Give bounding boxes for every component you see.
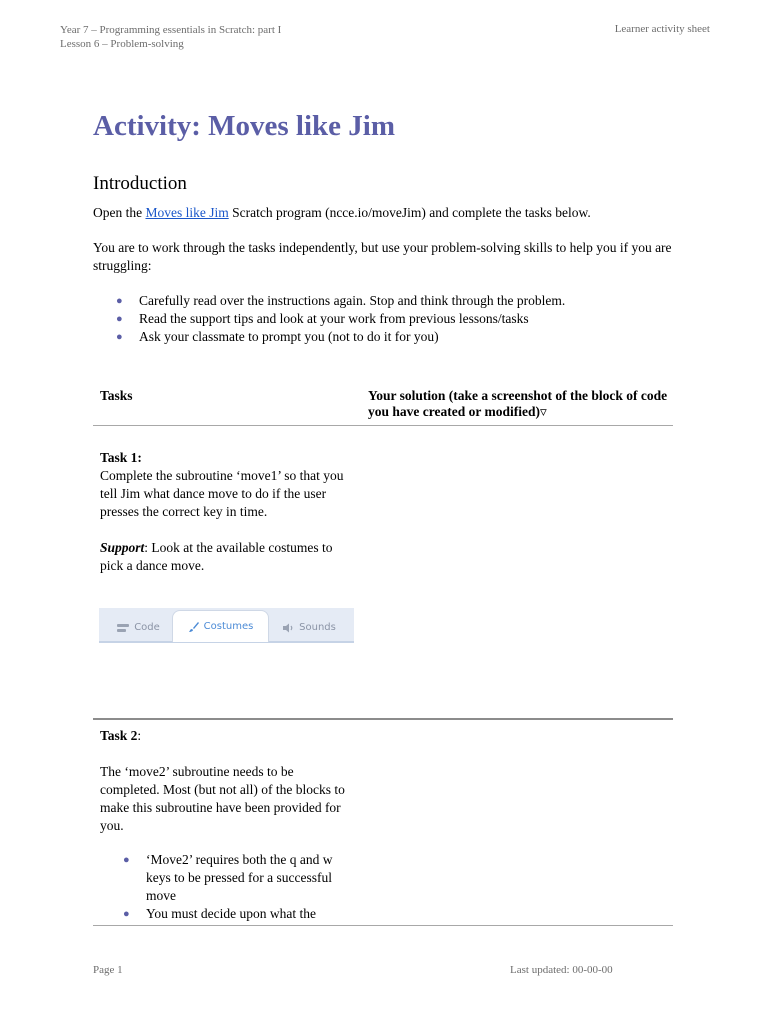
header-sheet-type: Learner activity sheet	[614, 23, 710, 35]
task-2-text: The ‘move2’ subroutine needs to be completed. Most (but not all) of the blocks to make this subroutine have been provided for you.	[100, 764, 345, 833]
header-course: Year 7 – Programming essentials in Scratch: part I	[60, 24, 282, 36]
list-item-text: Carefully read over the instructions again. Stop and think through the problem.	[139, 293, 566, 308]
bullet-icon: ●	[123, 854, 130, 866]
list-item	[93, 310, 565, 328]
brush-icon	[188, 621, 200, 633]
intro-heading: Introduction	[93, 173, 187, 194]
task-1-support	[100, 539, 350, 575]
task-table-header	[93, 386, 673, 426]
page-number: Page 1	[93, 964, 123, 976]
speaker-icon	[282, 623, 295, 633]
header-lesson: Lesson 6 – Problem-solving	[60, 38, 184, 50]
code-icon	[116, 623, 130, 633]
support-text: : Look at the available costumes to pick a dance move.	[100, 540, 333, 573]
solution-column-header: Your solution (take a screenshot of the block of code you have created or modified)▿	[368, 388, 668, 419]
moves-like-jim-link[interactable]: Moves like Jim	[145, 205, 229, 220]
task-2-label: Task 2	[100, 728, 138, 743]
tab-sounds	[269, 614, 349, 641]
last-updated: Last updated: 00-00-00	[510, 964, 613, 976]
list-item	[100, 905, 350, 923]
list-item-text: Read the support tips and look at your work from previous lessons/tasks	[139, 311, 529, 326]
task-1-label: Task 1:	[100, 450, 142, 465]
tab-costumes	[172, 610, 269, 642]
task-2-cell	[100, 727, 350, 923]
intro-text-before: Open the	[93, 205, 146, 220]
bullet-icon: ●	[116, 331, 123, 343]
list-item-text: Ask your classmate to prompt you (not to do it for you)	[139, 329, 439, 344]
bullet-icon: ●	[116, 313, 123, 325]
list-item	[93, 328, 565, 346]
header-left	[60, 23, 281, 51]
intro-paragraph-1	[93, 204, 673, 222]
task-2-label-line	[100, 727, 350, 745]
page-title: Activity: Moves like Jim	[93, 110, 396, 142]
strategy-list	[93, 292, 565, 346]
list-item	[93, 292, 565, 310]
row-divider	[93, 718, 673, 720]
task-2-list	[100, 851, 350, 923]
support-label: Support	[100, 540, 145, 555]
list-item-text: You must decide upon what the	[146, 906, 316, 921]
tasks-column-header: Tasks	[100, 388, 133, 403]
tab-code	[105, 614, 171, 641]
task-1-cell	[100, 449, 350, 575]
intro-paragraph-2: You are to work through the tasks independently, but use your problem-solving skills to help you if you are struggling:	[93, 240, 672, 273]
list-item-text: ‘Move2’ requires both the q and w keys to be pressed for a successful move	[146, 852, 333, 903]
tab-label: Code	[134, 622, 160, 633]
scratch-tabs-screenshot	[99, 608, 354, 643]
intro-text-after: Scratch program (ncce.io/moveJim) and complete the tasks below.	[228, 205, 591, 220]
list-item	[100, 851, 350, 905]
bullet-icon: ●	[116, 295, 123, 307]
tab-label: Costumes	[203, 621, 254, 632]
task-1-text: Complete the subroutine ‘move1’ so that you tell Jim what dance move to do if the user presses the correct key in time.	[100, 468, 344, 519]
bullet-icon: ●	[123, 908, 130, 920]
tab-label: Sounds	[299, 622, 336, 633]
task-2-label-suffix: :	[137, 728, 142, 743]
table-bottom-border	[93, 925, 673, 926]
